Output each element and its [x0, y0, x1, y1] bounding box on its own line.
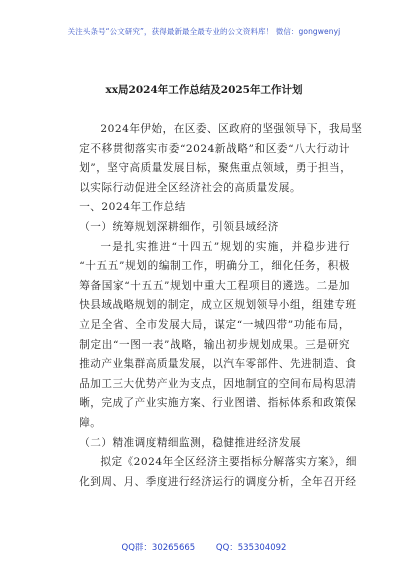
text-line: “十五五”规划的编制工作，明确分工，细化任务，积极 [79, 260, 350, 273]
footer-contact [0, 541, 408, 553]
header-banner: 关注头条号“公文研究”，获得最新最全最专业的公文资料库！ 微信：gongwenyj [67, 27, 341, 36]
text-line: 以实际行动促进全区经济社会的高质量发展。 [79, 181, 302, 194]
subsection-heading: （一）统筹规划深耕细作，引领县域经济 [79, 220, 279, 233]
text-line: 一是扎实推进“十四五”规划的实施，并稳步进行 [100, 240, 350, 253]
footer-qq-group: QQ群：30265665 [121, 543, 196, 553]
intro-paragraph [58, 120, 363, 198]
document-title: xx局2024年工作总结及2025年工作计划 [105, 84, 303, 96]
text-line: 化到周、月、季度进行经济运行的调度分析，全年召开经 [79, 475, 357, 488]
text-line: 立足全省、全市发展大局，谋定“一城四带”功能布局， [79, 318, 350, 331]
text-line: 障。 [79, 416, 102, 429]
text-line: 拟定《2024年全区经济主要指标分解落实方案》，细 [100, 456, 358, 469]
text-line: 品加工三大优势产业为支点，因地制宜的空间布局构思清 [79, 377, 357, 390]
text-line: 定不移贯彻落实市委“2024新战略”和区委“八大行动计 [79, 142, 350, 155]
text-line: 推动产业集群高质量发展，以汽车零部件、先进制造、食 [79, 358, 357, 371]
document-body [58, 120, 363, 492]
text-line: 快县域战略规划的制定，成立区规划领导小组，组建专班 [79, 299, 357, 312]
text-line: 2024年伊始，在区委、区政府的坚强领导下，我局坚 [100, 123, 363, 135]
text-line: 晰，完成了产业实施方案、行业图谱、指标体系和政策保 [79, 397, 357, 410]
text-line: 制定出“一图一表”战略，输出初步规划成果。三是研究 [79, 338, 350, 351]
subsection-2-paragraph [58, 453, 358, 492]
subsection-heading: （二）精准调度精细监测，稳健推进经济发展 [79, 436, 302, 449]
subsection-1-paragraph [58, 238, 357, 434]
text-line: 筹备国家“十五五”规划中重大工程项目的遴选。二是加 [79, 279, 350, 292]
text-line: 划”，坚守高质量发展目标，聚焦重点领域，勇于担当， [79, 162, 352, 175]
section-heading: 一、2024年工作总结 [79, 201, 186, 214]
footer-qq-number: QQ：535304092 [215, 543, 287, 553]
